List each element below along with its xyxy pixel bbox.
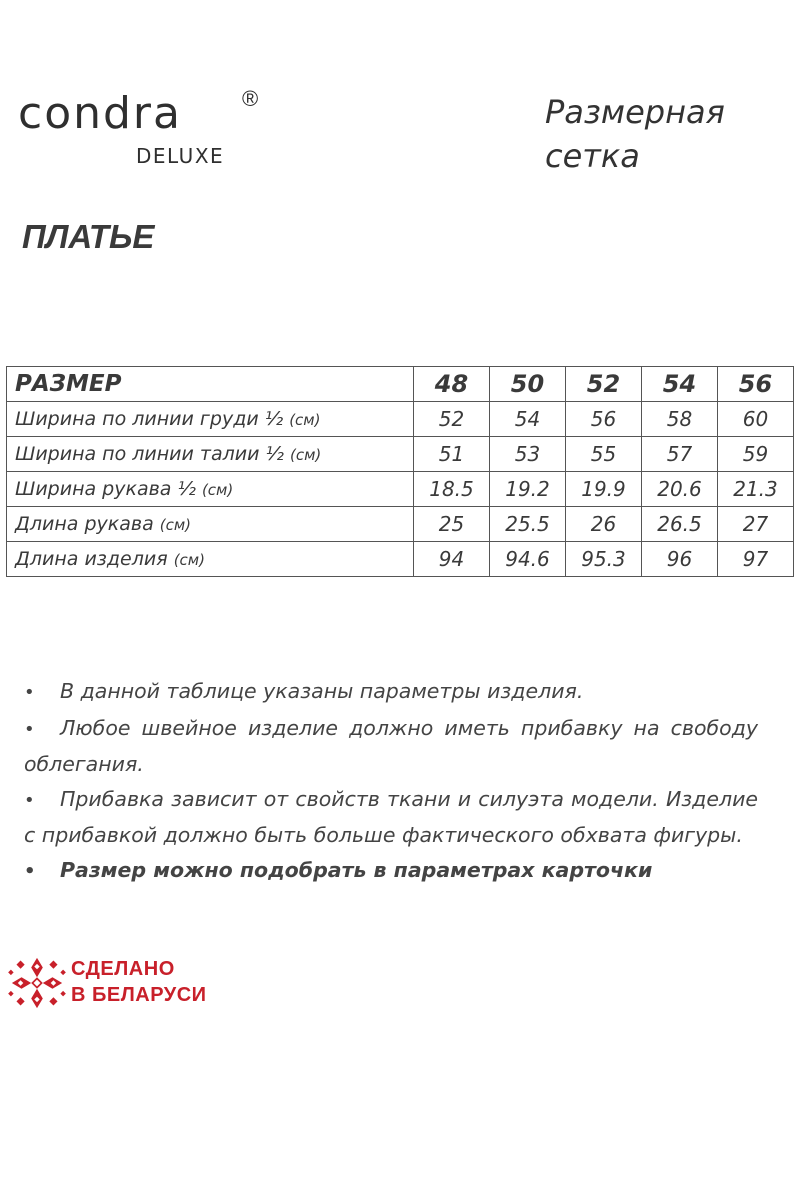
- note-text: Размер можно подобрать в параметрах карточки: [60, 857, 653, 882]
- size-table: [6, 366, 794, 577]
- belarus-ornament-icon: [8, 954, 66, 1012]
- table-cell: 58: [642, 402, 718, 437]
- bullet-icon: •: [24, 682, 35, 703]
- table-cell: 18.5: [414, 472, 490, 507]
- size-col-header: 52: [566, 367, 642, 402]
- param-name: Ширина по линии талии ½: [15, 443, 284, 465]
- table-cell: 56: [566, 402, 642, 437]
- size-col-header: 56: [718, 367, 794, 402]
- table-cell: 95.3: [566, 542, 642, 577]
- table-cell: 94: [414, 542, 490, 577]
- param-unit: (см): [289, 446, 322, 464]
- bullet-icon: •: [24, 789, 35, 811]
- param-name-cell: [7, 472, 414, 507]
- param-name: Ширина рукава ½: [15, 478, 196, 500]
- note-text: Прибавка зависит от свойств ткани и силуэта модели. Изделие с прибавкой должно быть больше фактического обхвата фигуры.: [24, 786, 758, 847]
- table-row: [7, 542, 794, 577]
- param-name: Длина изделия: [15, 548, 168, 570]
- brand-logo: [18, 86, 268, 172]
- table-cell: 94.6: [490, 542, 566, 577]
- note-text: Любое швейное изделие должно иметь прибавку на свободу облегания.: [24, 715, 758, 776]
- size-chart-title-line1: Размерная: [545, 93, 725, 131]
- made-in-line2: В БЕЛАРУСИ: [71, 984, 207, 1006]
- made-in-text: [71, 956, 207, 1008]
- table-row: [7, 472, 794, 507]
- param-name: Ширина по линии груди ½: [15, 408, 284, 430]
- size-chart-title-line2: сетка: [545, 137, 640, 175]
- size-header-label: РАЗМЕР: [7, 367, 414, 402]
- table-cell: 25.5: [490, 507, 566, 542]
- table-cell: 27: [718, 507, 794, 542]
- size-col-header: 48: [414, 367, 490, 402]
- param-name: Длина рукава: [15, 513, 154, 535]
- table-cell: 21.3: [718, 472, 794, 507]
- list-item: [24, 674, 758, 711]
- registered-mark: ®: [242, 86, 259, 111]
- made-in-belarus-badge: [8, 952, 208, 1012]
- table-row: [7, 402, 794, 437]
- table-cell: 25: [414, 507, 490, 542]
- list-item: [24, 711, 758, 782]
- table-cell: 60: [718, 402, 794, 437]
- table-cell: 57: [642, 437, 718, 472]
- param-unit: (см): [201, 481, 234, 499]
- bullet-icon: •: [24, 718, 35, 740]
- list-item: [24, 782, 758, 853]
- table-cell: 53: [490, 437, 566, 472]
- bullet-icon: •: [24, 860, 36, 882]
- table-cell: 51: [414, 437, 490, 472]
- size-col-header: 50: [490, 367, 566, 402]
- table-cell: 52: [414, 402, 490, 437]
- table-cell: 54: [490, 402, 566, 437]
- table-cell: 19.2: [490, 472, 566, 507]
- table-cell: 26: [566, 507, 642, 542]
- param-unit: (см): [173, 551, 205, 569]
- param-unit: (см): [159, 516, 192, 534]
- param-name-cell: [7, 507, 414, 542]
- size-chart-title: [545, 90, 785, 178]
- size-table-header-row: [7, 367, 794, 402]
- table-cell: 26.5: [642, 507, 718, 542]
- param-name-cell: [7, 402, 414, 437]
- param-name-cell: [7, 437, 414, 472]
- list-item: [24, 853, 758, 890]
- brand-name: condra: [18, 88, 182, 139]
- param-name-cell: [7, 542, 414, 577]
- product-type-heading: ПЛАТЬЕ: [22, 218, 155, 255]
- table-cell: 19.9: [566, 472, 642, 507]
- table-cell: 20.6: [642, 472, 718, 507]
- size-col-header: 54: [642, 367, 718, 402]
- brand-subline: DELUXE: [136, 144, 225, 168]
- table-row: [7, 437, 794, 472]
- table-cell: 59: [718, 437, 794, 472]
- made-in-line1: СДЕЛАНО: [71, 958, 175, 980]
- table-cell: 55: [566, 437, 642, 472]
- param-unit: (см): [289, 411, 321, 429]
- note-text: В данной таблице указаны параметры изделия.: [60, 679, 584, 703]
- notes-list: [24, 674, 758, 889]
- table-cell: 96: [642, 542, 718, 577]
- table-cell: 97: [718, 542, 794, 577]
- table-row: [7, 507, 794, 542]
